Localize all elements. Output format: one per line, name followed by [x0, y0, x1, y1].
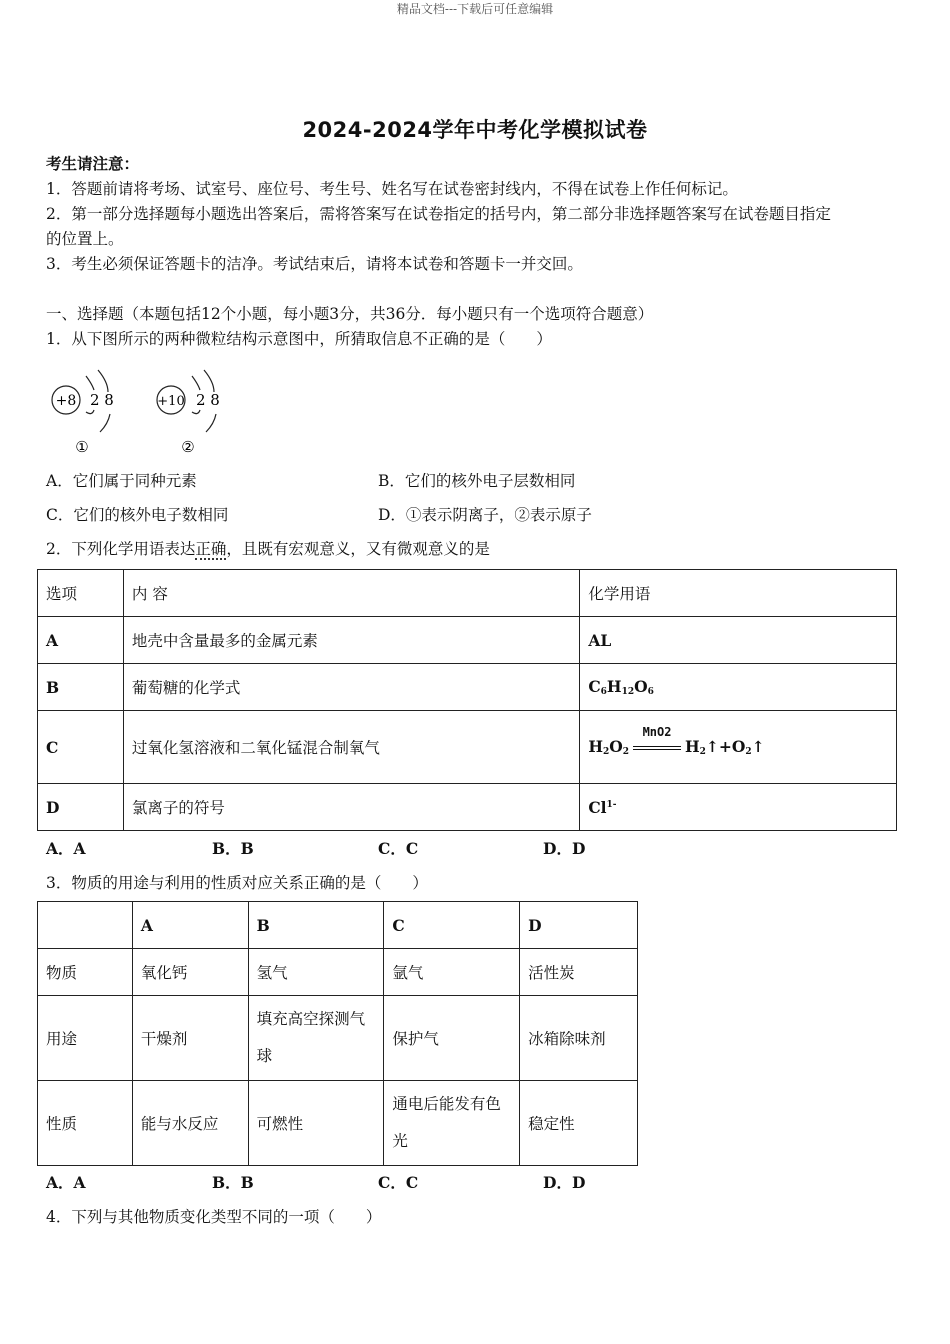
formula-part: H: [685, 737, 700, 756]
question-4-stem: 4．下列与其他物质变化类型不同的一项（ ）: [46, 1208, 382, 1226]
q3-answer-a[interactable]: A．A: [46, 1173, 86, 1192]
formula-part: O: [609, 737, 623, 756]
table-header-cell: A: [132, 902, 248, 949]
table-cell: 保护气: [384, 996, 520, 1081]
table-cell-option: C: [38, 711, 124, 784]
atom-1-shells: 2 8: [90, 391, 114, 409]
atom-1-label: ①: [75, 438, 89, 456]
q1-option-b[interactable]: B．它们的核外电子层数相同: [378, 472, 576, 490]
table-row: [38, 784, 897, 831]
formula-part: H: [606, 677, 622, 696]
section-heading: 一、选择题（本题包括12个小题，每小题3分，共36分．每小题只有一个选项符合题意）: [46, 305, 654, 323]
formula-subscript: 6: [647, 687, 654, 697]
notice-item-1: 1．答题前请将考场、试室号、座位号、考生号、姓名写在试卷密封线内，不得在试卷上作任何标记。: [46, 180, 738, 198]
atom-1-nucleus: +8: [55, 393, 77, 409]
notice-item-3: 3．考生必须保证答题卡的洁净。考试结束后，请将本试卷和答题卡一并交回。: [46, 255, 583, 273]
formula-part: O: [634, 677, 648, 696]
table-row: [38, 949, 638, 996]
table-row: [38, 711, 897, 784]
table-cell: 用途: [38, 996, 133, 1081]
formula-subscript: 2: [602, 747, 610, 757]
table-header-cell: D: [520, 902, 638, 949]
table-cell-option: B: [38, 664, 124, 711]
question-1-stem: 1．从下图所示的两种微粒结构示意图中，所猜取信息不正确的是（ ）: [46, 330, 552, 348]
table-cell: 氢气: [248, 949, 384, 996]
table-cell: 干燥剂: [132, 996, 248, 1081]
q2-stem-emphasis: 正确: [195, 540, 227, 558]
q2-answer-d[interactable]: D．D: [543, 839, 586, 858]
table-row: [38, 1081, 638, 1166]
table-header-row: [38, 902, 638, 949]
table-header-cell: C: [384, 902, 520, 949]
table-cell: 冰箱除味剂: [520, 996, 638, 1081]
table-cell: 通电后能发有色光: [384, 1081, 520, 1166]
atom-2-shells: 2 8: [196, 391, 220, 409]
table-cell: 可燃性: [248, 1081, 384, 1166]
formula-part: C: [588, 677, 601, 696]
table-cell-content: 过氧化氢溶液和二氧化锰混合制氧气: [123, 711, 579, 784]
table-header-cell: 内 容: [123, 570, 579, 617]
reaction-catalyst: MnO2: [642, 725, 672, 739]
formula-part: H: [588, 737, 603, 756]
table-cell-expression: [580, 784, 897, 831]
table-header-cell: 化学用语: [580, 570, 897, 617]
atom-2-diagram: [157, 370, 220, 456]
q1-option-a[interactable]: A．它们属于同种元素: [46, 472, 197, 490]
formula-superscript: 1-: [606, 799, 617, 810]
atom-2-label: ②: [181, 438, 195, 456]
notice-heading: 考生请注意：: [46, 154, 140, 173]
q3-table: [37, 901, 638, 1166]
table-cell: 稳定性: [520, 1081, 638, 1166]
q3-answer-b[interactable]: B．B: [212, 1173, 254, 1192]
table-cell-option: D: [38, 784, 124, 831]
table-row: [38, 664, 897, 711]
table-cell-expression: AL: [580, 617, 897, 664]
table-cell-expression: [580, 664, 897, 711]
q2-stem-pre: 2．下列化学用语表达: [46, 540, 196, 558]
table-cell: 性质: [38, 1081, 133, 1166]
table-cell-content: 地壳中含量最多的金属元素: [123, 617, 579, 664]
q3-answer-d[interactable]: D．D: [543, 1173, 586, 1192]
q1-option-c[interactable]: C．它们的核外电子数相同: [46, 506, 229, 524]
formula-subscript: 6: [600, 687, 607, 697]
notice-item-2-cont: 的位置上。: [46, 230, 124, 248]
page-title: 2024-2024学年中考化学模拟试卷: [302, 118, 648, 142]
table-row: [38, 617, 897, 664]
table-cell-expression: [580, 711, 897, 784]
table-cell: 氧化钙: [132, 949, 248, 996]
q2-answer-a[interactable]: A．A: [46, 839, 86, 858]
atom-1-diagram: [52, 370, 114, 456]
table-cell: 氩气: [384, 949, 520, 996]
q2-answer-c[interactable]: C．C: [378, 839, 419, 858]
table-cell: 活性炭: [520, 949, 638, 996]
table-header-cell: B: [248, 902, 384, 949]
question-2-stem: [46, 537, 490, 559]
table-cell: 物质: [38, 949, 133, 996]
table-cell-option: A: [38, 617, 124, 664]
formula-part: ↑: [751, 737, 765, 756]
table-cell: 填充高空探测气球: [248, 996, 384, 1081]
q2-stem-post: ，且既有宏观意义，又有微观意义的是: [226, 540, 490, 558]
table-row: [38, 996, 638, 1081]
q2-answer-b[interactable]: B．B: [212, 839, 254, 858]
q1-option-d[interactable]: D．①表示阴离子，②表示原子: [378, 506, 592, 524]
formula-part: ↑+O: [705, 737, 746, 756]
table-cell-content: 氯离子的符号: [123, 784, 579, 831]
notice-item-2: 2．第一部分选择题每小题选出答案后，需将答案写在试卷指定的括号内，第二部分非选择题答案写在试卷题目指定: [46, 205, 831, 223]
q2-table: [37, 569, 897, 831]
table-header-cell: 选项: [38, 570, 124, 617]
formula-subscript: 2: [745, 747, 752, 757]
q3-answer-c[interactable]: C．C: [378, 1173, 419, 1192]
formula-subscript: 12: [621, 687, 635, 697]
formula-subscript: 2: [699, 747, 706, 757]
watermark: 精品文档---下载后可任意编辑: [396, 2, 554, 16]
table-header-cell: [38, 902, 133, 949]
formula-subscript: 2: [622, 747, 630, 757]
formula-part: Cl: [588, 797, 607, 817]
atom-2-nucleus: +10: [157, 394, 185, 409]
table-header-row: [38, 570, 897, 617]
particle-structure-figure: [48, 366, 238, 458]
reaction-condition-arrow: [633, 725, 681, 757]
table-cell-content: 葡萄糖的化学式: [123, 664, 579, 711]
question-3-stem: 3．物质的用途与利用的性质对应关系正确的是（ ）: [46, 874, 428, 892]
table-cell: 能与水反应: [132, 1081, 248, 1166]
